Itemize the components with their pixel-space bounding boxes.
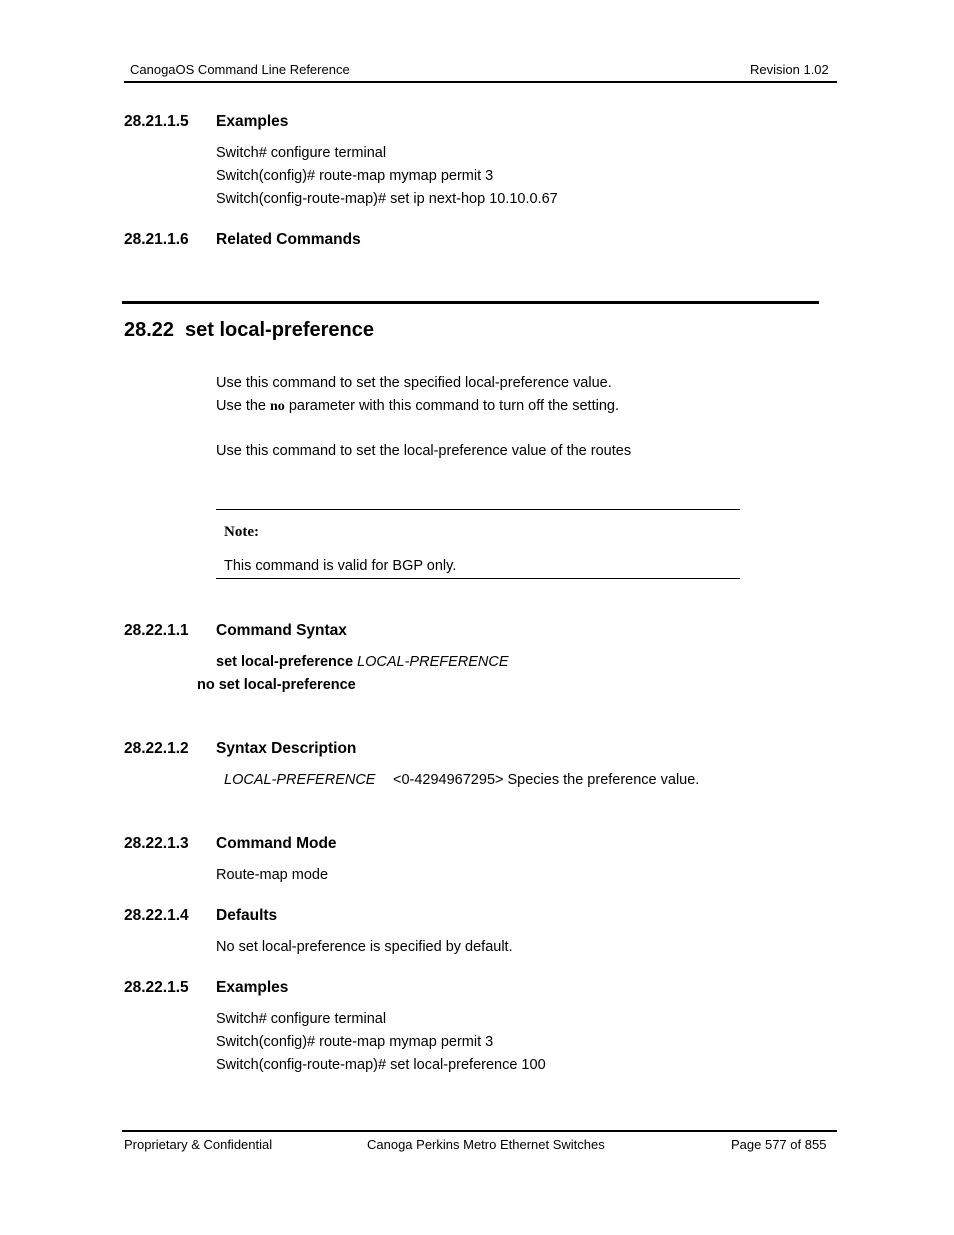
section-title: Syntax Description [216, 740, 357, 757]
parameter-name: LOCAL-PREFERENCE [224, 772, 376, 788]
section-title: Examples [216, 113, 289, 130]
footer-left: Proprietary & Confidential [124, 1137, 273, 1152]
example-line: Switch(config-route-map)# set ip next-hop 10.10.0.67 [216, 191, 558, 207]
intro-paragraph [216, 398, 619, 415]
section-title: Command Mode [216, 835, 337, 852]
page-title: set local-preference [185, 319, 374, 341]
header-left: CanogaOS Command Line Reference [130, 62, 350, 77]
intro-paragraph: Use this command to set the specified local-preference value. [216, 375, 612, 391]
footer-rule [122, 1130, 837, 1132]
intro-paragraph: Use this command to set the local-preference value of the routes [216, 443, 632, 459]
note-top-rule [216, 509, 740, 510]
section-title: Examples [216, 979, 289, 996]
example-line: Switch(config)# route-map mymap permit 3 [216, 168, 494, 184]
syntax-line [216, 654, 509, 670]
defaults-text: No set local-preference is specified by default. [216, 939, 513, 955]
section-number: 28.22.1.1 [124, 622, 189, 639]
intro-text: parameter with this command to turn off the setting. [284, 398, 619, 414]
section-rule [122, 301, 819, 304]
note-label: Note: [224, 524, 259, 540]
note-text: This command is valid for BGP only. [224, 558, 457, 574]
command-mode-text: Route-map mode [216, 867, 329, 883]
section-number: 28.21.1.6 [124, 231, 189, 248]
parameter-description: <0-4294967295> Species the preference value. [393, 772, 700, 788]
example-line: Switch(config)# route-map mymap permit 3 [216, 1034, 494, 1050]
header-right: Revision 1.02 [750, 62, 829, 77]
example-line: Switch# configure terminal [216, 1011, 387, 1027]
section-number: 28.22.1.5 [124, 979, 189, 996]
section-number: 28.21.1.5 [124, 113, 189, 130]
syntax-line: no set local-preference [197, 677, 356, 693]
section-number: 28.22.1.3 [124, 835, 189, 852]
page-number: Page 577 of 855 [731, 1137, 827, 1152]
note-bottom-rule [216, 578, 740, 579]
keyword-no: no [270, 399, 285, 414]
section-title: Related Commands [216, 231, 361, 248]
section-number: 28.22.1.2 [124, 740, 189, 757]
header-rule [124, 81, 837, 83]
section-title: Defaults [216, 907, 278, 924]
section-title: Command Syntax [216, 622, 347, 639]
section-number: 28.22.1.4 [124, 907, 189, 924]
example-line: Switch# configure terminal [216, 145, 387, 161]
example-line: Switch(config-route-map)# set local-preference 100 [216, 1057, 546, 1073]
syntax-command: set local-preference [216, 654, 358, 670]
intro-text: Use the [216, 398, 270, 414]
footer-center: Canoga Perkins Metro Ethernet Switches [367, 1137, 605, 1152]
section-number: 28.22 [124, 319, 175, 341]
syntax-argument: LOCAL-PREFERENCE [357, 654, 509, 670]
